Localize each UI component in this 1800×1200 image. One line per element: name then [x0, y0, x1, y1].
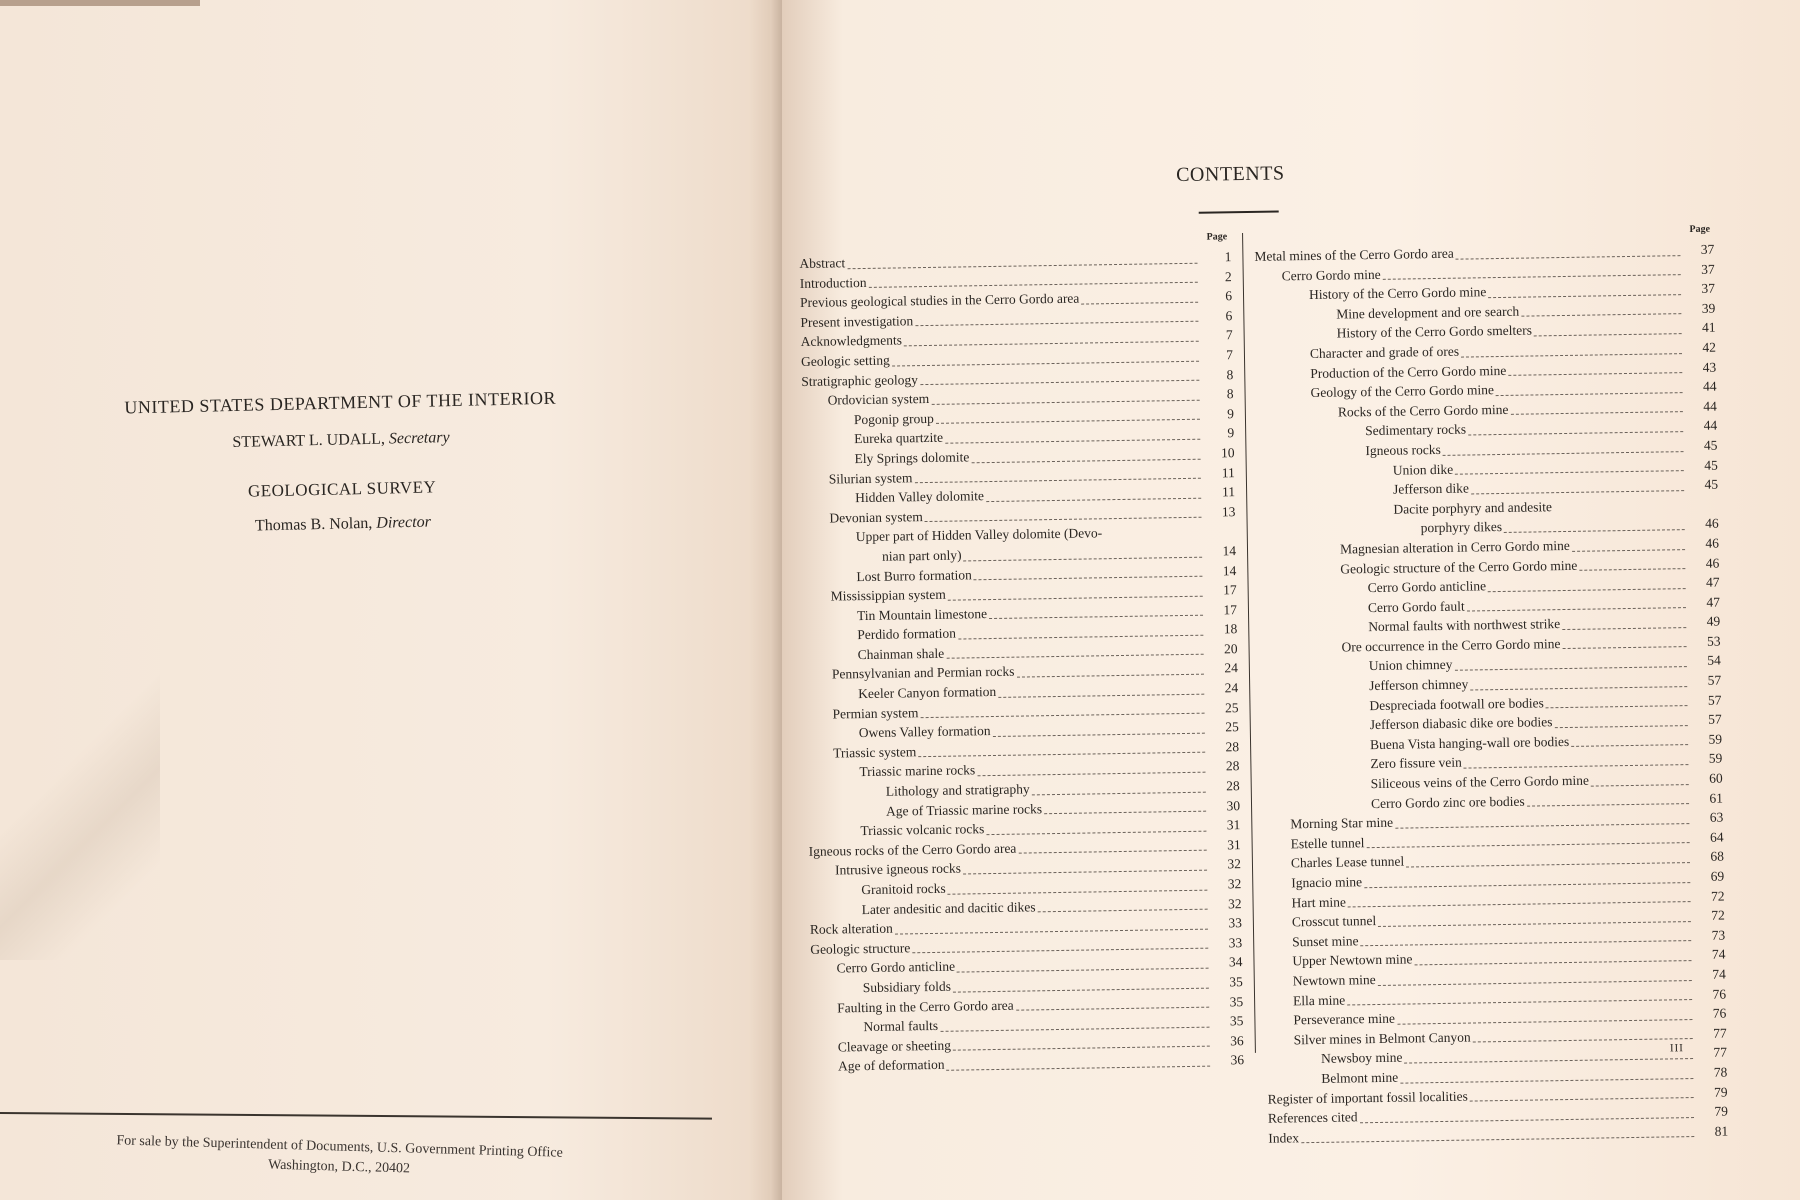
toc-entry-label: Sedimentary rocks: [1365, 421, 1467, 439]
toc-entry-page: 37: [1700, 241, 1715, 257]
toc-leader-dots: [946, 1046, 1210, 1071]
toc-entry-page: 8: [1226, 366, 1234, 382]
toc-entry-label: Pogonip group: [853, 410, 934, 427]
toc-entry-label: Jefferson dike: [1392, 480, 1470, 497]
toc-entry-page: 42: [1702, 339, 1717, 355]
toc-entry-label: Previous geological studies in the Cerro Gordo area: [799, 290, 1080, 311]
toc-entry-label: Siliceous veins of the Cerro Gordo mine: [1370, 772, 1590, 792]
toc-entry-page: 68: [1710, 848, 1725, 865]
secretary-line: [101, 426, 581, 455]
toc-entry-page: 73: [1711, 927, 1726, 943]
toc-entry-page: 79: [1714, 1103, 1729, 1119]
toc-entry-page: 44: [1703, 398, 1717, 414]
toc-entry-page: 33: [1228, 915, 1242, 931]
toc-entry-label: Jefferson chimney: [1369, 676, 1469, 694]
toc-entry-label: Ella mine: [1292, 992, 1346, 1008]
toc-entry-label: Silurian system: [828, 469, 913, 487]
survey-name: GEOLOGICAL SURVEY: [247, 477, 437, 501]
toc-entry-label: Present investigation: [800, 312, 914, 330]
toc-entry-page: 72: [1711, 907, 1725, 923]
toc-entry-label: Tin Mountain limestone: [856, 605, 988, 623]
toc-entry-page: 45: [1704, 476, 1719, 492]
toc-entry-page: 25: [1225, 719, 1239, 735]
toc-entry-label: Normal faults with northwest strike: [1368, 616, 1561, 635]
toc-entry-label: Lost Burro formation: [856, 566, 972, 584]
toc-entry-label: Faulting in the Cerro Gordo area: [837, 997, 1014, 1016]
toc-entry-label: Newsboy mine: [1320, 1049, 1403, 1067]
toc-entry-page: 57: [1707, 672, 1722, 688]
toc-entry-label: Stratigraphic geology: [801, 371, 919, 389]
toc-entry-page: 6: [1225, 288, 1233, 304]
toc-entry-label: Crosscut tunnel: [1291, 913, 1377, 930]
toc-entry-page: 44: [1703, 417, 1718, 434]
toc-entry-label: Upper Newtown mine: [1292, 951, 1413, 969]
toc-entry-page: 41: [1701, 319, 1716, 336]
toc-entry-page: 59: [1708, 750, 1723, 767]
toc-entry-label: Permian system: [832, 704, 919, 722]
toc-entry-page: 35: [1229, 1013, 1244, 1029]
toc-entry-page: 24: [1224, 680, 1239, 696]
toc-entry-page: 17: [1223, 601, 1238, 618]
toc-entry-label: Cerro Gordo fault: [1367, 598, 1465, 615]
toc-leader-dots: [1590, 764, 1688, 786]
left-page: [0, 0, 780, 1200]
toc-entry-label: References cited: [1267, 1109, 1358, 1126]
toc-entry-label: Cerro Gordo mine: [1281, 266, 1381, 284]
title-block: [100, 387, 583, 539]
secretary-name: STEWART L. UDALL,: [232, 430, 386, 452]
toc-entry-label: Triassic system: [833, 744, 917, 761]
toc-entry-label: Belmont mine: [1321, 1069, 1399, 1086]
director-title: Director: [376, 513, 432, 532]
toc-entry-page: 9: [1227, 405, 1234, 422]
toc-entry-page: 57: [1708, 711, 1722, 728]
toc-entry-label: Geologic setting: [800, 352, 890, 369]
toc-entry-page: 72: [1710, 888, 1725, 904]
toc-entry-page: 6: [1225, 307, 1233, 324]
toc-entry-label: Abstract: [799, 255, 846, 271]
toc-entry-page: 28: [1226, 778, 1240, 794]
toc-right-list: [1254, 240, 1728, 1148]
toc-entry-label: Geologic structure of the Cerro Gordo mine: [1340, 557, 1578, 577]
toc-entry-label: Ely Springs dolomite: [854, 449, 970, 467]
toc-entry-label: Age of deformation: [837, 1057, 945, 1074]
toc-entry-label: Dacite porphyry and andesite: [1393, 498, 1553, 517]
toc-entry-label: Register of important fossil localities: [1267, 1088, 1468, 1107]
toc-entry-page: 45: [1704, 457, 1718, 473]
toc-entry-label: Later andesitic and dacitic dikes: [861, 898, 1036, 917]
toc-entry-label: Lithology and stratigraphy: [885, 781, 1030, 799]
toc-entry-label: Mississippian system: [830, 586, 946, 604]
toc-left-list: [799, 247, 1244, 1077]
toc-entry-page: 39: [1701, 300, 1716, 316]
page-column-header: Page: [1206, 231, 1228, 243]
toc-entry-page: 46: [1705, 515, 1719, 532]
toc-entry-label: Granitoid rocks: [861, 880, 946, 898]
toc-entry-label: Morning Star mine: [1290, 814, 1394, 832]
toc-leader-dots: [1471, 470, 1684, 494]
toc-entry-page: 45: [1703, 437, 1718, 453]
title-rule: [1199, 210, 1279, 213]
toc-entry-page: 81: [1714, 1123, 1729, 1139]
toc-entry-label: porphyry dikes: [1420, 519, 1503, 536]
toc-entry-label: Ore occurrence in the Cerro Gordo mine: [1341, 635, 1561, 655]
toc-entry-page: 35: [1229, 974, 1243, 990]
sale-line-2: Washington, D.C., 20402: [267, 1157, 411, 1177]
toc-entry-page: 37: [1701, 280, 1716, 297]
toc-entry-page: 46: [1705, 555, 1720, 571]
toc-entry-page: 8: [1226, 386, 1234, 402]
toc-entry-page: 49: [1706, 613, 1721, 630]
toc-entry-label: Eureka quartzite: [854, 430, 944, 447]
toc-entry-page: 64: [1709, 829, 1724, 845]
toc-entry-label: Introduction: [799, 274, 867, 291]
toc-entry-page: 10: [1220, 445, 1235, 461]
toc-entry-page: 57: [1707, 692, 1722, 708]
toc-entry-page: 36: [1230, 1032, 1244, 1049]
toc-entry-label: Cleavage or sheeting: [837, 1037, 952, 1055]
toc-entry-page: 74: [1711, 946, 1726, 963]
toc-entry-page: 53: [1706, 633, 1721, 649]
toc-entry-label: Geology of the Cerro Gordo mine: [1310, 382, 1494, 401]
toc-entry-page: 11: [1221, 464, 1235, 480]
toc-entry-label: Keeler Canyon formation: [858, 684, 997, 702]
toc-entry-page: 46: [1705, 535, 1720, 551]
toc-right-column: [1254, 224, 1728, 1148]
bottom-rule: [0, 1112, 712, 1120]
toc-entry-page: 2: [1224, 268, 1232, 284]
toc-entry-page: 61: [1709, 790, 1724, 806]
toc-entry-page: 79: [1713, 1084, 1728, 1100]
toc-entry-label: Ignacio mine: [1291, 874, 1363, 891]
page-column-header: Page: [1689, 223, 1711, 236]
toc-entry-page: 54: [1707, 653, 1721, 669]
toc-entry-page: 1: [1224, 249, 1232, 265]
toc-entry-page: 74: [1712, 966, 1726, 982]
toc-entry-page: 60: [1709, 770, 1723, 786]
toc-entry-page: 69: [1710, 868, 1725, 884]
toc-entry-page: 32: [1227, 876, 1242, 892]
toc-entry-page: 47: [1705, 574, 1720, 590]
toc-entry-label: Pennsylvanian and Permian rocks: [831, 664, 1015, 682]
toc-entry-label: Acknowledgments: [800, 332, 903, 350]
toc-entry-label: Igneous rocks: [1365, 441, 1441, 459]
toc-entry-label: Union chimney: [1368, 657, 1453, 674]
toc-entry-page: 32: [1227, 856, 1242, 872]
toc-entry-page: 35: [1229, 993, 1244, 1009]
toc-entry-label: Estelle tunnel: [1290, 834, 1365, 852]
toc-entry-label: Jefferson diabasic dike ore bodies: [1369, 714, 1553, 733]
toc-left-column: [799, 231, 1244, 1077]
toc-entry-label: Triassic volcanic rocks: [860, 821, 985, 839]
director-name: Thomas B. Nolan,: [254, 514, 373, 535]
toc-entry-page: 77: [1713, 1044, 1728, 1061]
toc-entry-page: 36: [1230, 1052, 1245, 1068]
toc-entry-page: 30: [1226, 797, 1241, 813]
toc-entry-page: 28: [1225, 738, 1240, 755]
toc-entry-label: Production of the Cerro Gordo mine: [1310, 362, 1507, 381]
toc-entry-label: Buena Vista hanging-wall ore bodies: [1369, 733, 1570, 752]
toc-entry-label: Index: [1268, 1129, 1300, 1146]
sale-line-1: For sale by the Superintendent of Documents, U.S. Government Printing Office: [116, 1133, 564, 1161]
toc-entry-label: Rocks of the Cerro Gordo mine: [1337, 401, 1509, 420]
toc-entry-label: Despreciada footwall ore bodies: [1369, 695, 1544, 713]
toc-entry-page: 28: [1225, 758, 1240, 774]
toc-entry-label: Zero fissure vein: [1370, 755, 1462, 772]
toc-entry-page: 25: [1224, 699, 1239, 716]
toc-entry-label: Hart mine: [1291, 894, 1347, 910]
secretary-title: Secretary: [388, 429, 450, 448]
toc-entry-page: 33: [1228, 934, 1243, 951]
toc-entry-label: Hidden Valley dolomite: [855, 488, 984, 506]
contents-title: CONTENTS: [1175, 162, 1285, 187]
toc-entry-page: 20: [1223, 641, 1238, 657]
toc-entry-page: 59: [1708, 731, 1723, 747]
toc-entry-page: 17: [1223, 582, 1237, 598]
toc-entry-page: 7: [1226, 347, 1234, 363]
toc-entry-label: Perdido formation: [857, 625, 957, 643]
department-name: UNITED STATES DEPARTMENT OF THE INTERIOR: [124, 387, 557, 418]
toc-entry-label: Subsidiary folds: [862, 978, 952, 996]
toc-entry-label: Perseverance mine: [1293, 1010, 1396, 1028]
toc-entry-page: 32: [1227, 895, 1242, 911]
toc-entry-label: Intrusive igneous rocks: [834, 860, 962, 878]
toc-entry-label: Cerro Gordo zinc ore bodies: [1370, 793, 1525, 811]
toc-entry-label: Age of Triassic marine rocks: [885, 800, 1043, 819]
column-divider: [1242, 233, 1256, 1053]
toc-entry-page: 14: [1222, 543, 1237, 559]
toc-entry-label: Igneous rocks of the Cerro Gordo area: [808, 840, 1017, 859]
toc-entry-page: 34: [1228, 954, 1243, 970]
toc-entry-page: 11: [1221, 484, 1236, 500]
toc-entry-label: Mine development and ore search: [1336, 303, 1520, 322]
page-top-edge: [0, 0, 200, 6]
toc-entry-label: Ordovician system: [827, 391, 930, 408]
toc-entry-label: Newtown mine: [1292, 971, 1376, 989]
director-line: [103, 510, 583, 539]
toc-entry-label: Geologic structure: [810, 940, 911, 957]
toc-entry-label: Chainman shale: [857, 645, 945, 662]
toc-entry-label: Sunset mine: [1292, 933, 1359, 950]
toc-entry-label: Magnesian alteration in Cerro Gordo mine: [1339, 537, 1570, 557]
toc-entry-label: Cerro Gordo anticline: [1367, 578, 1487, 596]
toc-entry-label: Charles Lease tunnel: [1290, 853, 1405, 871]
toc-entry-label: Cerro Gordo anticline: [836, 959, 956, 976]
sale-notice: [69, 1130, 610, 1185]
toc-entry-label: Rock alteration: [809, 920, 893, 938]
toc-entry-label: Upper part of Hidden Valley dolomite (Devo-: [855, 525, 1103, 545]
toc-leader-dots: [924, 497, 1201, 522]
toc-entry-page: 37: [1701, 261, 1715, 277]
toc-entry-page: 77: [1713, 1025, 1727, 1041]
toc-entry-label: History of the Cerro Gordo smelters: [1336, 322, 1533, 341]
toc-entry-page: 31: [1226, 817, 1241, 833]
page-fold-shadow: [0, 640, 160, 960]
toc-entry-page: 7: [1225, 327, 1233, 343]
toc-entry-label: History of the Cerro Gordo mine: [1308, 284, 1487, 303]
toc-entry-page: 43: [1702, 359, 1717, 375]
toc-entry-label: Character and grade of ores: [1309, 343, 1460, 361]
toc-entry-page: 14: [1222, 562, 1237, 578]
toc-entry-page: 76: [1712, 986, 1727, 1002]
toc-entry-label: Union dike: [1392, 461, 1454, 478]
toc-entry-page: 63: [1709, 809, 1724, 825]
toc-entry-label: Devonian system: [829, 508, 923, 526]
page-folio: III: [1669, 1042, 1684, 1055]
toc-entry-label: Metal mines of the Cerro Gordo area: [1254, 245, 1454, 264]
toc-entry-page: 31: [1227, 836, 1241, 853]
toc-entry-page: 24: [1224, 660, 1238, 676]
toc-entry-page: 13: [1221, 503, 1236, 520]
toc-entry-page: 9: [1227, 425, 1235, 441]
table-of-contents: [798, 156, 1732, 1146]
toc-entry-label: Normal faults: [863, 1018, 939, 1035]
toc-entry-label: Owens Valley formation: [858, 723, 991, 741]
toc-entry-label: Triassic marine rocks: [859, 762, 976, 780]
toc-entry-page: 44: [1702, 378, 1717, 394]
toc-entry-label: nian part only): [881, 547, 962, 564]
toc-entry-page: 78: [1713, 1064, 1728, 1080]
toc-entry-page: 47: [1706, 594, 1721, 610]
toc-entry-page: 18: [1223, 621, 1238, 637]
toc-entry-page: 76: [1712, 1005, 1727, 1021]
toc-entry-label: Silver mines in Belmont Canyon: [1293, 1029, 1471, 1048]
